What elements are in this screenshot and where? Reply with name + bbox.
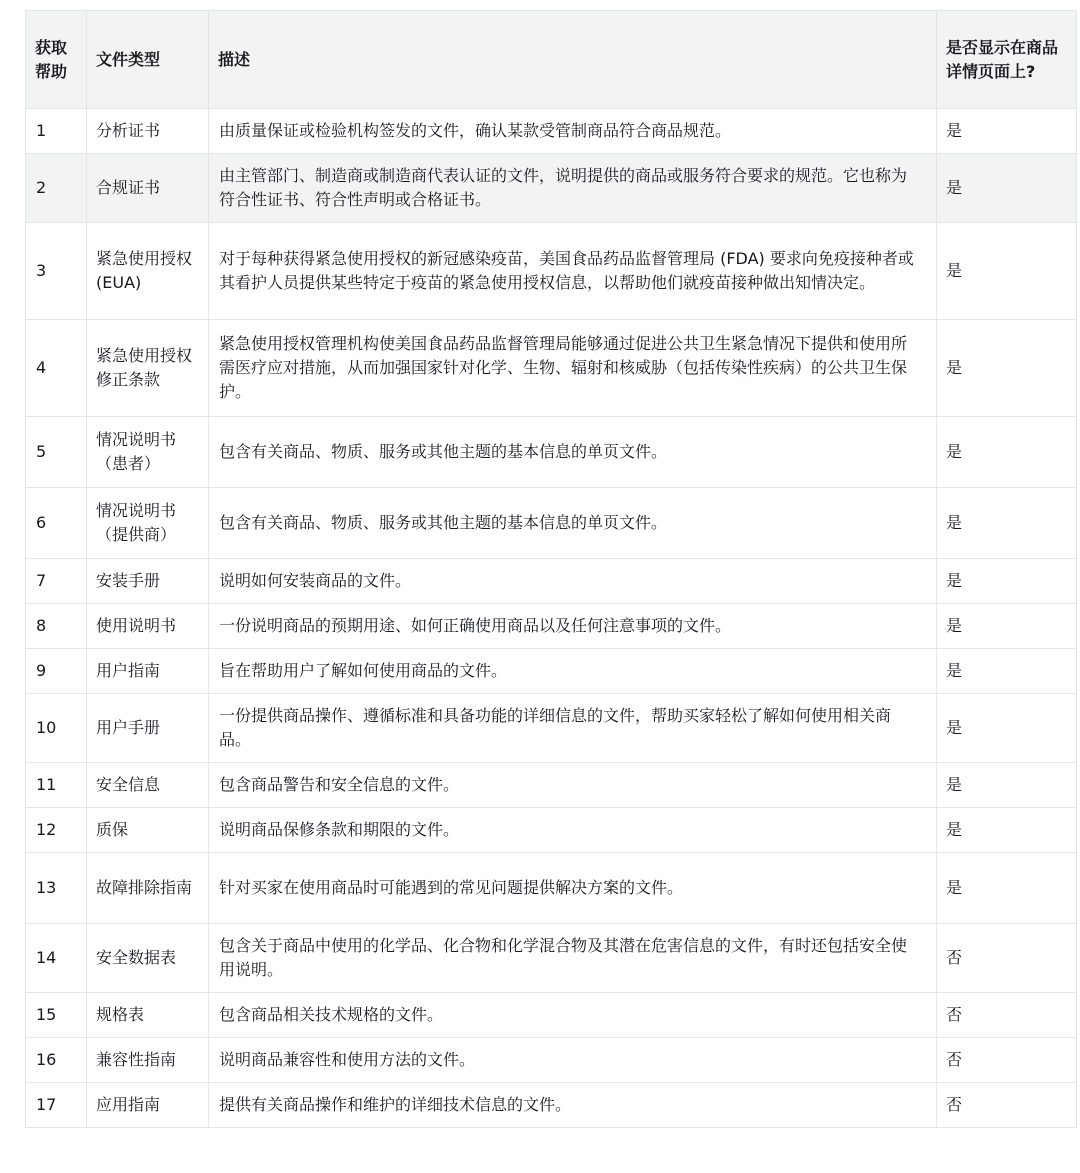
description-cell: 包含商品警告和安全信息的文件。 (209, 763, 937, 808)
shown-cell: 是 (937, 604, 1077, 649)
table-row (26, 993, 1077, 1038)
file-type-cell: 分析证书 (87, 109, 209, 154)
file-type-cell: 紧急使用授权 (EUA) (87, 223, 209, 320)
header-row (26, 11, 1077, 109)
shown-cell: 是 (937, 559, 1077, 604)
file-type-cell: 情况说明书（患者） (87, 417, 209, 488)
row-number: 17 (26, 1083, 87, 1128)
table-body (26, 109, 1077, 1128)
header-help: 获取帮助 (26, 11, 87, 109)
row-number: 10 (26, 694, 87, 763)
table-row (26, 604, 1077, 649)
description-cell: 对于每种获得紧急使用授权的新冠感染疫苗，美国食品药品监督管理局 (FDA) 要求向免疫接种者或其看护人员提供某些特定于疫苗的紧急使用授权信息，以帮助他们就疫苗接种做出知情决定。 (209, 223, 937, 320)
row-number: 9 (26, 649, 87, 694)
description-cell: 提供有关商品操作和维护的详细技术信息的文件。 (209, 1083, 937, 1128)
shown-cell: 是 (937, 853, 1077, 924)
table-row (26, 488, 1077, 559)
table-row (26, 853, 1077, 924)
file-type-cell: 情况说明书（提供商） (87, 488, 209, 559)
description-cell: 包含有关商品、物质、服务或其他主题的基本信息的单页文件。 (209, 417, 937, 488)
file-type-cell: 应用指南 (87, 1083, 209, 1128)
file-type-cell: 安装手册 (87, 559, 209, 604)
description-cell: 一份提供商品操作、遵循标准和具备功能的详细信息的文件，帮助买家轻松了解如何使用相关商品。 (209, 694, 937, 763)
table-row (26, 320, 1077, 417)
row-number: 11 (26, 763, 87, 808)
shown-cell: 是 (937, 417, 1077, 488)
shown-cell: 否 (937, 924, 1077, 993)
file-type-cell: 安全数据表 (87, 924, 209, 993)
table-row (26, 763, 1077, 808)
shown-cell: 是 (937, 808, 1077, 853)
header-file-type: 文件类型 (87, 11, 209, 109)
file-type-cell: 故障排除指南 (87, 853, 209, 924)
description-cell: 由主管部门、制造商或制造商代表认证的文件，说明提供的商品或服务符合要求的规范。它也称为符合性证书、符合性声明或合格证书。 (209, 154, 937, 223)
file-type-cell: 使用说明书 (87, 604, 209, 649)
description-cell: 由质量保证或检验机构签发的文件，确认某款受管制商品符合商品规范。 (209, 109, 937, 154)
shown-cell: 否 (937, 1083, 1077, 1128)
header-shown-on-detail-page: 是否显示在商品详情页面上? (937, 11, 1077, 109)
table-row (26, 649, 1077, 694)
row-number: 14 (26, 924, 87, 993)
shown-cell: 否 (937, 1038, 1077, 1083)
table-row (26, 223, 1077, 320)
description-cell: 一份说明商品的预期用途、如何正确使用商品以及任何注意事项的文件。 (209, 604, 937, 649)
description-cell: 针对买家在使用商品时可能遇到的常见问题提供解决方案的文件。 (209, 853, 937, 924)
table-row (26, 1083, 1077, 1128)
description-cell: 说明如何安装商品的文件。 (209, 559, 937, 604)
file-type-cell: 安全信息 (87, 763, 209, 808)
description-cell: 说明商品兼容性和使用方法的文件。 (209, 1038, 937, 1083)
row-number: 1 (26, 109, 87, 154)
row-number: 12 (26, 808, 87, 853)
row-number: 6 (26, 488, 87, 559)
shown-cell: 是 (937, 488, 1077, 559)
file-type-cell: 合规证书 (87, 154, 209, 223)
row-number: 15 (26, 993, 87, 1038)
description-cell: 包含关于商品中使用的化学品、化合物和化学混合物及其潜在危害信息的文件，有时还包括安全使用说明。 (209, 924, 937, 993)
file-type-cell: 质保 (87, 808, 209, 853)
table-row (26, 559, 1077, 604)
row-number: 13 (26, 853, 87, 924)
table-row (26, 694, 1077, 763)
table-row (26, 808, 1077, 853)
row-number: 3 (26, 223, 87, 320)
document-types-table (25, 10, 1077, 1128)
row-number: 7 (26, 559, 87, 604)
header-description: 描述 (209, 11, 937, 109)
table-row (26, 154, 1077, 223)
description-cell: 旨在帮助用户了解如何使用商品的文件。 (209, 649, 937, 694)
shown-cell: 是 (937, 320, 1077, 417)
file-type-cell: 紧急使用授权修正条款 (87, 320, 209, 417)
shown-cell: 否 (937, 993, 1077, 1038)
row-number: 5 (26, 417, 87, 488)
row-number: 4 (26, 320, 87, 417)
table-row (26, 417, 1077, 488)
file-type-cell: 兼容性指南 (87, 1038, 209, 1083)
table-row (26, 109, 1077, 154)
document-table-container (25, 10, 1076, 1128)
description-cell: 紧急使用授权管理机构使美国食品药品监督管理局能够通过促进公共卫生紧急情况下提供和使用所需医疗应对措施，从而加强国家针对化学、生物、辐射和核威胁（包括传染性疾病）的公共卫生保护。 (209, 320, 937, 417)
shown-cell: 是 (937, 109, 1077, 154)
file-type-cell: 用户指南 (87, 649, 209, 694)
table-header (26, 11, 1077, 109)
description-cell: 说明商品保修条款和期限的文件。 (209, 808, 937, 853)
table-row (26, 1038, 1077, 1083)
shown-cell: 是 (937, 763, 1077, 808)
shown-cell: 是 (937, 694, 1077, 763)
file-type-cell: 用户手册 (87, 694, 209, 763)
shown-cell: 是 (937, 154, 1077, 223)
row-number: 8 (26, 604, 87, 649)
description-cell: 包含有关商品、物质、服务或其他主题的基本信息的单页文件。 (209, 488, 937, 559)
row-number: 16 (26, 1038, 87, 1083)
description-cell: 包含商品相关技术规格的文件。 (209, 993, 937, 1038)
file-type-cell: 规格表 (87, 993, 209, 1038)
shown-cell: 是 (937, 223, 1077, 320)
shown-cell: 是 (937, 649, 1077, 694)
table-row (26, 924, 1077, 993)
row-number: 2 (26, 154, 87, 223)
